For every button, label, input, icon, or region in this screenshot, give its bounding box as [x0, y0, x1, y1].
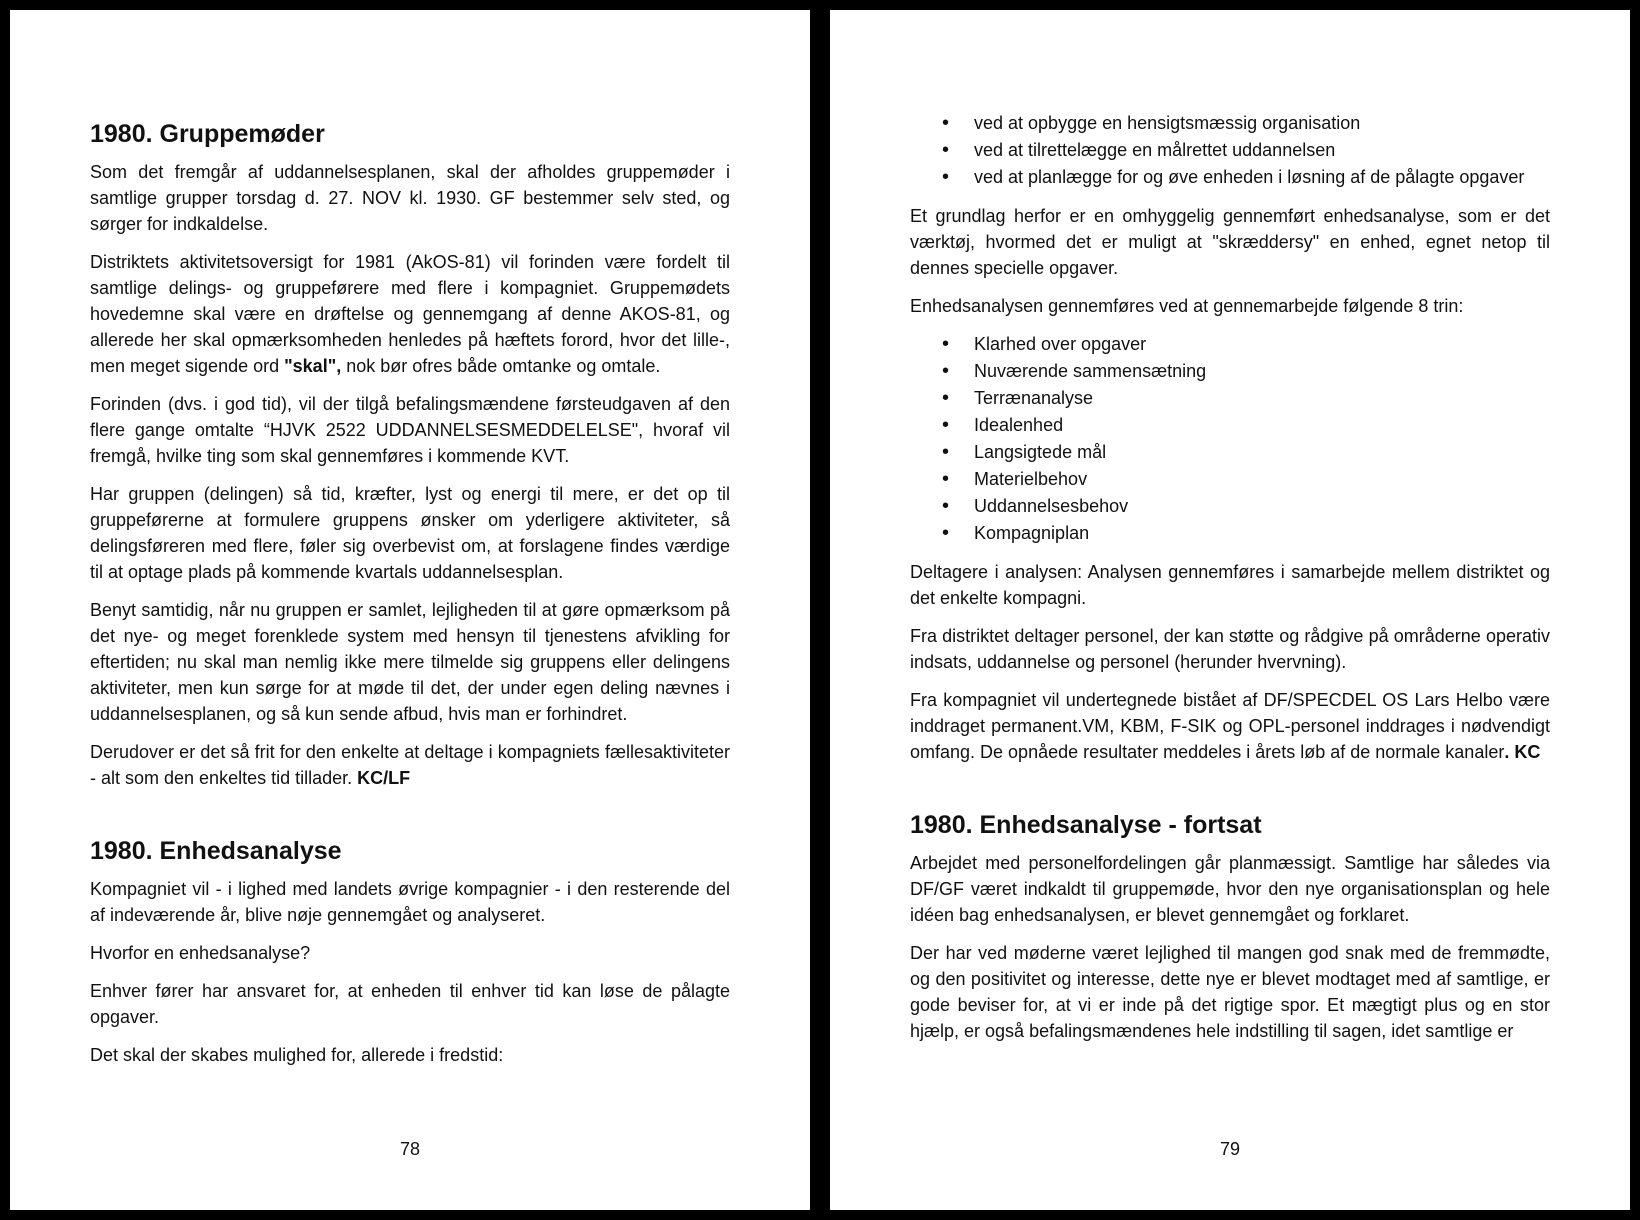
paragraph-text: Fra kompagniet vil undertegnede bistået af DF/SPECDEL OS Lars Helbo være inddraget permanent.VM, KBM, F-SIK og OPL-personel inddrages i nødvendigt omfang. De opnåede resultater meddeles i årets løb af de normale kanaler: [910, 690, 1550, 762]
list-item: • Idealenhed: [910, 412, 1550, 439]
list-item: • Langsigtede mål: [910, 439, 1550, 466]
bold-text: "skal",: [284, 356, 342, 376]
list-item: • Klarhed over opgaver: [910, 331, 1550, 358]
bullet-list-purposes: [910, 110, 1550, 191]
paragraph: Hvorfor en enhedsanalyse?: [90, 943, 311, 963]
right-page-content: [910, 110, 1550, 1056]
section-title-gruppemoeder: 1980. Gruppemøder: [90, 120, 325, 148]
paragraph: [910, 687, 1550, 765]
paragraph: [90, 739, 730, 791]
paragraph: Et grundlag herfor er en omhyggelig gennemført enhedsanalyse, som er det værktøj, hvormed det er muligt at "skræddersy" en enhed, egnet netop til dennes specielle opgaver.: [910, 206, 1550, 278]
paragraph: Arbejdet med personelfordelingen går planmæssigt. Samtlige har således via DF/GF været indkaldt til gruppemøde, hvor den nye organisationsplan og hele idéen bag enhedsanalysen, er blevet gennemgået og forklaret.: [910, 853, 1550, 925]
page-number: 79: [1219, 1139, 1241, 1159]
right-page: [830, 10, 1630, 1210]
paragraph: Har gruppen (delingen) så tid, kræfter, lyst og energi til mere, er det op til gruppeførerne at formulere gruppens ønsker om yderligere aktiviteter, så delingsføreren med flere, føler sig overbevist om, at forslagene findes værdige til at optage plads på kommende kvartals uddannelsesplan.: [90, 484, 730, 582]
paragraph: Fra distriktet deltager personel, der kan støtte og rådgive på områderne operativ indsats, uddannelse og personel (herunder hvervning).: [910, 626, 1550, 672]
paragraph: Forinden (dvs. i god tid), vil der tilgå befalingsmændene førsteudgaven af den flere gange omtalte “HJVK 2522 UDDANNELSESMEDDELELSE", hvoraf vil fremgå, hvilke ting som skal gennemføres i kommende KVT.: [90, 394, 730, 466]
paragraph-text: Distriktets aktivitetsoversigt for 1981 (AkOS-81) vil forinden være fordelt til samtlige delings- og gruppeførere med flere i kompagniet. Gruppemødets hovedemne skal være en drøftelse og gennemgang af denne AKOS-81, og allerede her skal opmærksomheden henledes på hæftets forord, hvor det lille-, men meget sigende ord: [90, 252, 730, 376]
list-item: • Materielbehov: [910, 466, 1550, 493]
paragraph: Deltagere i analysen: Analysen gennemføres i samarbejde mellem distriktet og det enkelte kompagni.: [910, 562, 1550, 608]
paragraph: Det skal der skabes mulighed for, allerede i fredstid:: [90, 1045, 504, 1065]
signature-initials: KC/LF: [357, 768, 411, 788]
paragraph-text: Derudover er det så frit for den enkelte at deltage i kompagniets fællesaktiviteter - alt som den enkeltes tid tillader.: [90, 742, 730, 788]
section-title-enhedsanalyse: 1980. Enhedsanalyse: [90, 837, 342, 865]
bullet-list-steps: [910, 331, 1550, 547]
paragraph: Som det fremgår af uddannelsesplanen, skal der afholdes gruppemøder i samtlige grupper torsdag d. 27. NOV kl. 1930. GF bestemmer selv sted, og sørger for indkaldelse.: [90, 162, 730, 234]
section-gap: [910, 777, 1550, 811]
list-item: • Uddannelsesbehov: [910, 493, 1550, 520]
section-title-enhedsanalyse-fortsat: 1980. Enhedsanalyse - fortsat: [910, 811, 1262, 839]
section-gap: [90, 803, 730, 837]
paragraph: [90, 249, 730, 379]
list-item: • Nuværende sammensætning: [910, 358, 1550, 385]
paragraph: Benyt samtidig, når nu gruppen er samlet, lejligheden til at gøre opmærksom på det nye- og meget forenklede system med hensyn til tjenestens afvikling for eftertiden; nu skal man nemlig ikke mere tilmelde sig gruppens eller delingens aktiviteter, men kun sørge for at møde til det, der under egen deling nævnes i uddannelsesplanen, og så kun sende afbud, hvis man er forhindret.: [90, 600, 730, 724]
paragraph-text: nok bør ofres både omtanke og omtale.: [341, 356, 661, 376]
paragraph: Enhver fører har ansvaret for, at enheden til enhver tid kan løse de pålagte opgaver.: [90, 981, 730, 1027]
paragraph: Der har ved møderne været lejlighed til mangen god snak med de fremmødte, og den positivitet og interesse, dette nye er blevet modtaget med af samtlige, er gode beviser for, at vi er inde på det rigtige spor. Et mægtigt plus og en stor hjælp, er også befalingsmændenes hele indstilling til sagen, idet samtlige er: [910, 943, 1550, 1041]
list-item: • ved at opbygge en hensigtsmæssig organisation: [910, 110, 1550, 137]
list-item: • Terrænanalyse: [910, 385, 1550, 412]
list-item: • Kompagniplan: [910, 520, 1550, 547]
paragraph: Enhedsanalysen gennemføres ved at gennemarbejde følgende 8 trin:: [910, 296, 1464, 316]
left-page-content: [90, 120, 730, 1080]
signature-initials: . KC: [1504, 742, 1541, 762]
page-number: 78: [399, 1139, 421, 1159]
list-item: • ved at planlægge for og øve enheden i løsning af de pålagte opgaver: [910, 164, 1550, 191]
list-item: • ved at tilrettelægge en målrettet uddannelsen: [910, 137, 1550, 164]
paragraph: Kompagniet vil - i lighed med landets øvrige kompagnier - i den resterende del af indeværende år, blive nøje gennemgået og analyseret.: [90, 879, 730, 925]
left-page: [10, 10, 810, 1210]
